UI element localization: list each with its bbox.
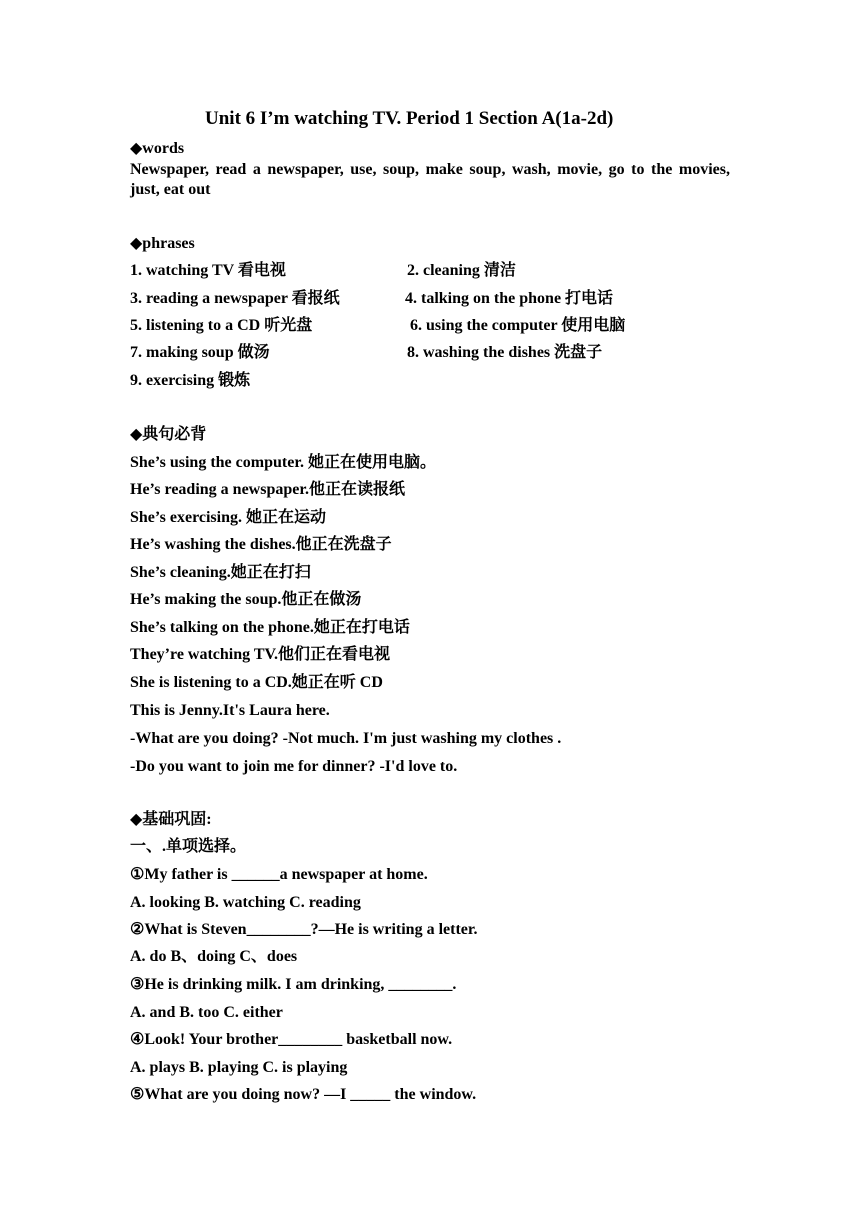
question-item: ③He is drinking milk. I am drinking, ________. [130, 976, 457, 993]
words-list: Newspaper, read a newspaper, use, soup, make soup, wash, movie, go to the movies, just, eat out [130, 161, 730, 198]
answer-options: A. plays B. playing C. is playing [130, 1059, 348, 1076]
phrases-heading: ◆phrases [130, 235, 195, 252]
answer-options: A. do B、doing C、does [130, 948, 298, 965]
words-heading: ◆words [130, 140, 185, 157]
phrase-item: 1. watching TV 看电视 [130, 262, 286, 279]
phrase-item: 7. making soup 做汤 [130, 344, 270, 361]
sentence-item: He’s washing the dishes.他正在洗盘子 [130, 536, 392, 553]
question-item: ①My father is ______a newspaper at home. [130, 866, 428, 883]
phrase-item: 6. using the computer 使用电脑 [410, 317, 626, 334]
sentence-item: She’s using the computer. 她正在使用电脑。 [130, 454, 436, 471]
sentence-item: She’s cleaning.她正在打扫 [130, 564, 311, 581]
phrase-item: 2. cleaning 清洁 [407, 262, 516, 279]
sentence-item: He’s reading a newspaper.他正在读报纸 [130, 481, 405, 498]
page-title: Unit 6 I’m watching TV. Period 1 Section A(1a-2d) [205, 108, 614, 129]
sentence-item: -Do you want to join me for dinner? -I'd love to. [130, 758, 458, 775]
exercises-heading: ◆基础巩固: [130, 811, 212, 828]
phrase-item: 3. reading a newspaper 看报纸 [130, 290, 340, 307]
exercises-subheading: 一、.单项选择。 [130, 838, 247, 855]
phrase-item: 5. listening to a CD 听光盘 [130, 317, 313, 334]
question-item: ②What is Steven________?—He is writing a letter. [130, 921, 478, 938]
phrase-item: 8. washing the dishes 洗盘子 [407, 344, 603, 361]
sentence-item: She’s exercising. 她正在运动 [130, 509, 326, 526]
question-item: ⑤What are you doing now? —I _____ the window. [130, 1086, 477, 1103]
phrase-item: 9. exercising 锻炼 [130, 372, 251, 389]
sentences-heading: ◆典句必背 [130, 426, 207, 443]
sentence-item: -What are you doing? -Not much. I'm just washing my clothes . [130, 730, 562, 747]
sentence-item: She is listening to a CD.她正在听 CD [130, 674, 383, 691]
answer-options: A. looking B. watching C. reading [130, 894, 361, 911]
answer-options: A. and B. too C. either [130, 1004, 283, 1021]
sentence-item: This is Jenny.It's Laura here. [130, 702, 330, 719]
question-item: ④Look! Your brother________ basketball now. [130, 1031, 453, 1048]
sentence-item: They’re watching TV.他们正在看电视 [130, 646, 391, 663]
phrase-item: 4. talking on the phone 打电话 [405, 290, 614, 307]
sentence-item: He’s making the soup.他正在做汤 [130, 591, 362, 608]
sentence-item: She’s talking on the phone.她正在打电话 [130, 619, 410, 636]
